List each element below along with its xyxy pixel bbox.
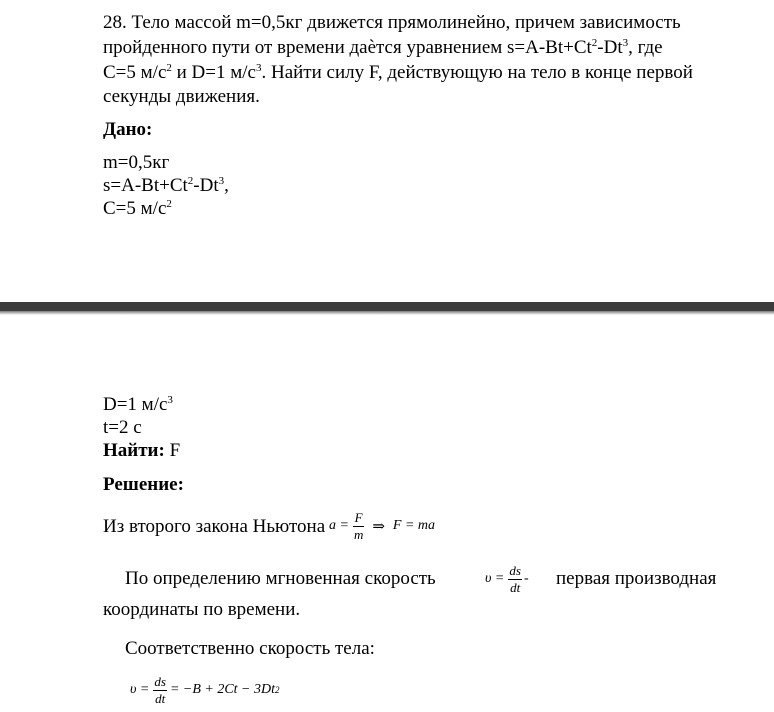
implies-icon: ⇒ (372, 518, 385, 535)
given-equation: $s=A-Bt+Ct^2-Dt^3$, (103, 175, 229, 196)
velocity-def-text-b: первая производная (556, 568, 717, 589)
problem-line-3: C=5 $м/с^2$ и D=1 $м/с^3$. Найти силу F, действующую на тело в конце первой (103, 62, 693, 83)
problem-number: 28. (103, 12, 127, 33)
velocity-def-formula: υ = $\frac{ds}{dt}$ - (485, 562, 529, 595)
given-mass: m=0,5кг (103, 152, 170, 173)
solution-heading: Решение: (103, 474, 184, 495)
newton-formula: a = $\frac{F}{m}$ ⇒ F = ma (329, 509, 436, 542)
given-heading: Дано: (103, 119, 153, 140)
problem-line-1 (103, 11, 681, 35)
given-t: t=2 c (103, 417, 142, 438)
newton-fraction: $\frac{F}{m}$ (353, 509, 364, 542)
newton-text: Из второго закона Ньютона (103, 516, 326, 537)
velocity-def-text-c: координаты по времени. (103, 599, 301, 620)
accordingly-text: Соответственно скорость тела: (125, 638, 375, 659)
given-d: D=1 $м/с^3$ (103, 394, 173, 415)
given-c: C=5 $м/с^2$ (103, 198, 172, 219)
problem-text-1: Тело массой m=0,5кг движется прямолинейно, причем зависимость (131, 12, 681, 33)
find-value: F (164, 440, 181, 461)
page-divider (0, 302, 774, 311)
find-line (103, 439, 180, 463)
problem-line-2: пройденного пути от времени даѐтся уравнением $s=A-Bt+Ct^2-Dt^3$, где (103, 37, 663, 58)
velocity-formula: υ = $\frac{ds}{dt}$ = −B + 2Ct − 3Dt 2 (130, 673, 280, 706)
velocity-def-text-a: По определению мгновенная скорость (125, 568, 436, 589)
problem-line-4: секунды движения. (103, 86, 260, 107)
find-label: Найти: (103, 440, 165, 461)
